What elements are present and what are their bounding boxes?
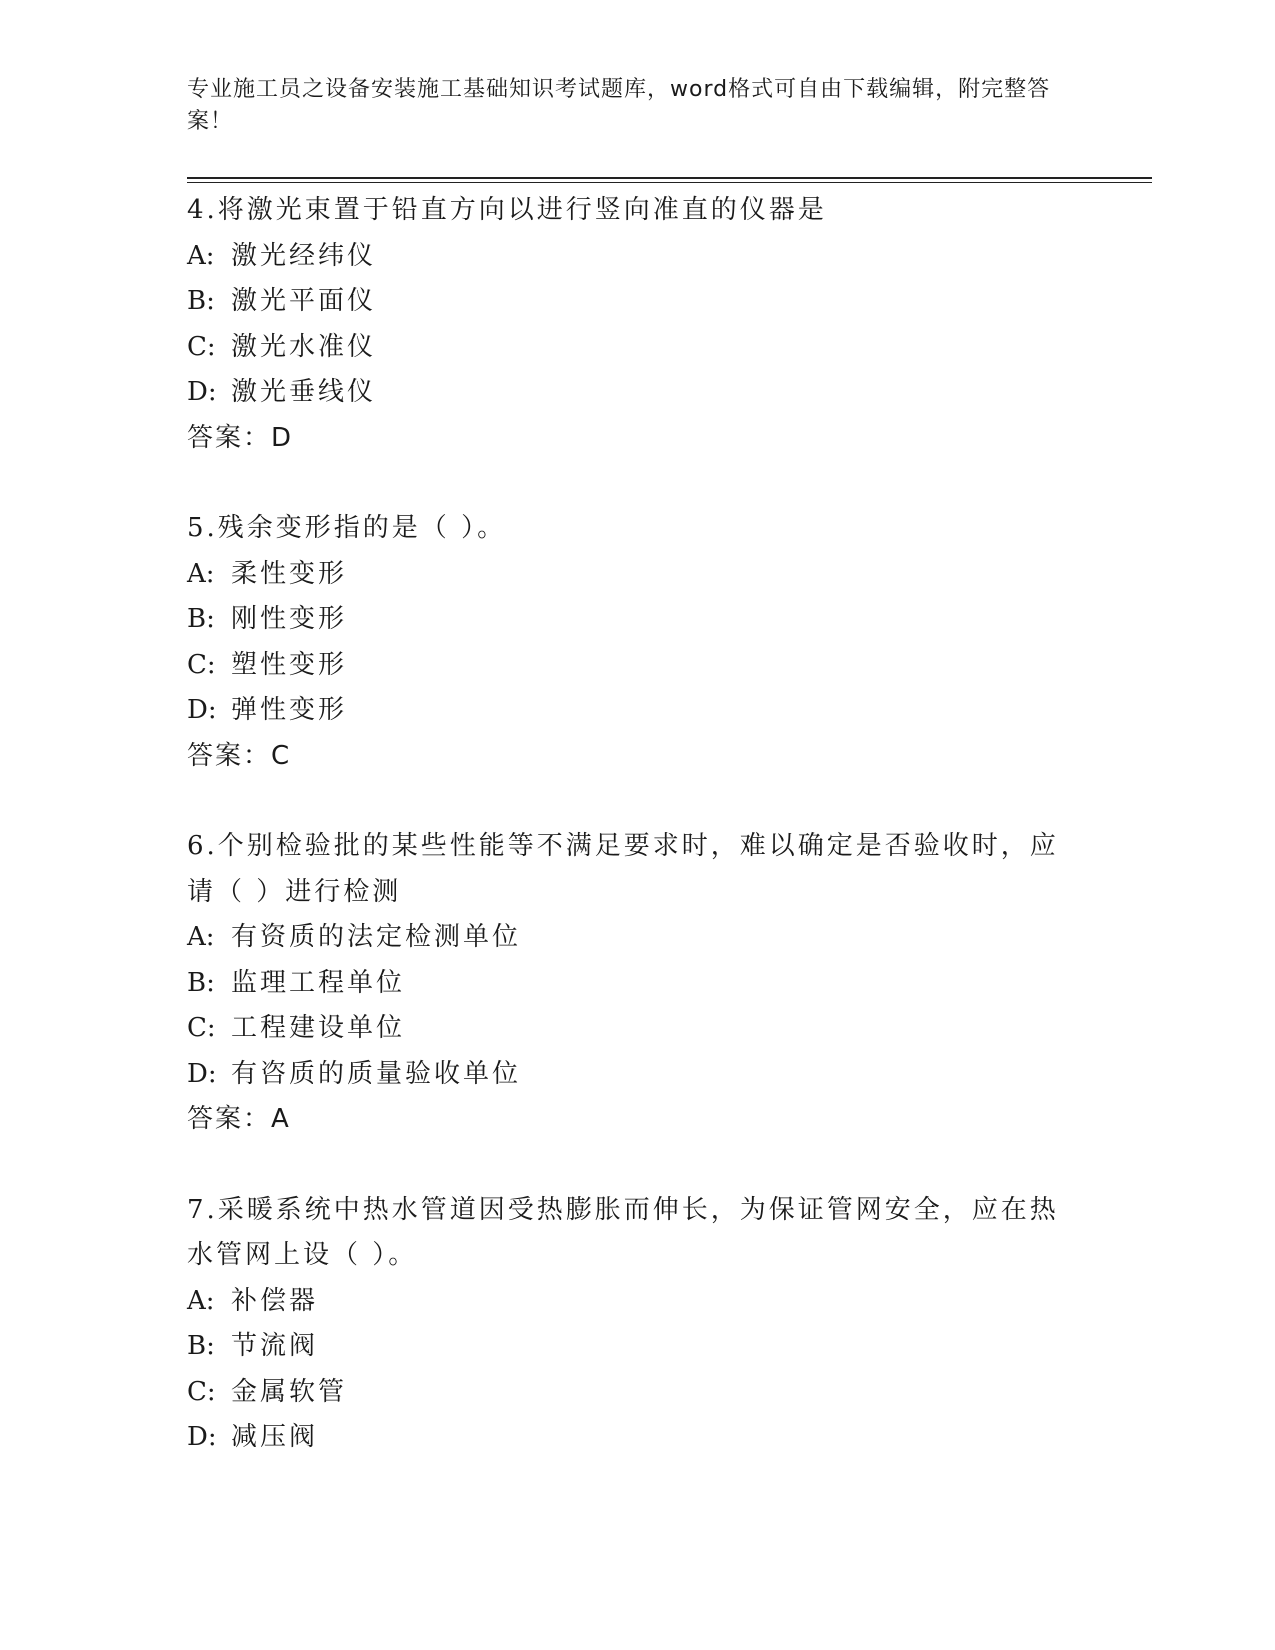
option-letter: C: xyxy=(187,331,216,362)
option-text: 激光平面仪 xyxy=(231,286,377,316)
option-text: 有资质的法定检测单位 xyxy=(231,922,522,952)
option-a xyxy=(187,234,1067,280)
option-c xyxy=(187,1006,1067,1052)
answer-line: 答案：A xyxy=(187,1104,291,1134)
question-stem: 4.将激光束置于铅直方向以进行竖向准直的仪器是 xyxy=(187,195,827,225)
option-letter: B: xyxy=(187,604,215,634)
option-text: 塑性变形 xyxy=(231,649,348,680)
option-a xyxy=(187,552,1067,598)
answer-line: 答案：D xyxy=(187,422,294,453)
option-c xyxy=(187,643,1067,689)
option-letter: D: xyxy=(187,695,217,725)
option-d xyxy=(187,688,1067,734)
option-d xyxy=(187,1415,1067,1461)
option-b xyxy=(187,597,1067,643)
option-a xyxy=(187,915,1067,961)
question-stem: 5.残余变形指的是（ ）。 xyxy=(187,513,507,543)
option-text: 补偿器 xyxy=(231,1285,319,1316)
option-text: 有咨质的质量验收单位 xyxy=(231,1058,522,1089)
option-b xyxy=(187,1324,1067,1370)
option-text: 激光经纬仪 xyxy=(231,240,377,271)
option-text: 刚性变形 xyxy=(231,604,348,634)
option-letter: D: xyxy=(187,377,217,407)
option-text: 金属软管 xyxy=(231,1376,348,1407)
question-spacer xyxy=(187,1143,1067,1188)
option-letter: B: xyxy=(187,286,215,316)
option-text: 工程建设单位 xyxy=(231,1013,406,1043)
option-b xyxy=(187,279,1067,325)
option-letter: D: xyxy=(187,1058,217,1089)
option-letter: D: xyxy=(187,1422,217,1452)
option-text: 柔性变形 xyxy=(231,558,348,589)
option-letter: A: xyxy=(187,240,215,271)
option-a xyxy=(187,1279,1067,1325)
option-letter: A: xyxy=(187,1285,215,1316)
option-letter: C: xyxy=(187,1376,216,1407)
option-d xyxy=(187,1052,1067,1098)
question-spacer xyxy=(187,461,1067,506)
option-text: 监理工程单位 xyxy=(231,967,406,998)
document-header: 专业施工员之设备安装施工基础知识考试题库，word格式可自由下载编辑，附完整答案！ xyxy=(187,77,1051,134)
option-text: 激光水准仪 xyxy=(231,331,377,362)
option-letter: C: xyxy=(187,1013,216,1043)
option-letter: B: xyxy=(187,967,215,998)
option-text: 节流阀 xyxy=(231,1331,319,1361)
option-c xyxy=(187,325,1067,371)
option-letter: C: xyxy=(187,649,216,680)
question-4 xyxy=(187,188,1067,461)
option-text: 弹性变形 xyxy=(231,695,348,725)
option-letter: B: xyxy=(187,1331,215,1361)
option-letter: A: xyxy=(187,922,215,952)
question-5 xyxy=(187,506,1067,779)
option-letter: A: xyxy=(187,558,215,589)
option-d xyxy=(187,370,1067,416)
header-rule-thin xyxy=(187,182,1152,183)
option-c xyxy=(187,1370,1067,1416)
question-spacer xyxy=(187,779,1067,824)
option-text: 减压阀 xyxy=(231,1422,319,1452)
header-rule-thick xyxy=(187,177,1152,179)
option-b xyxy=(187,961,1067,1007)
answer-line: 答案：C xyxy=(187,740,292,771)
question-6 xyxy=(187,824,1067,1143)
question-list xyxy=(187,188,1067,1461)
question-7 xyxy=(187,1188,1067,1461)
question-stem: 7.采暖系统中热水管道因受热膨胀而伸长，为保证管网安全，应在热水管网上设（ ）。 xyxy=(187,1194,1059,1270)
question-stem: 6.个别检验批的某些性能等不满足要求时，难以确定是否验收时，应请（ ）进行检测 xyxy=(187,831,1059,907)
option-text: 激光垂线仪 xyxy=(231,377,377,407)
